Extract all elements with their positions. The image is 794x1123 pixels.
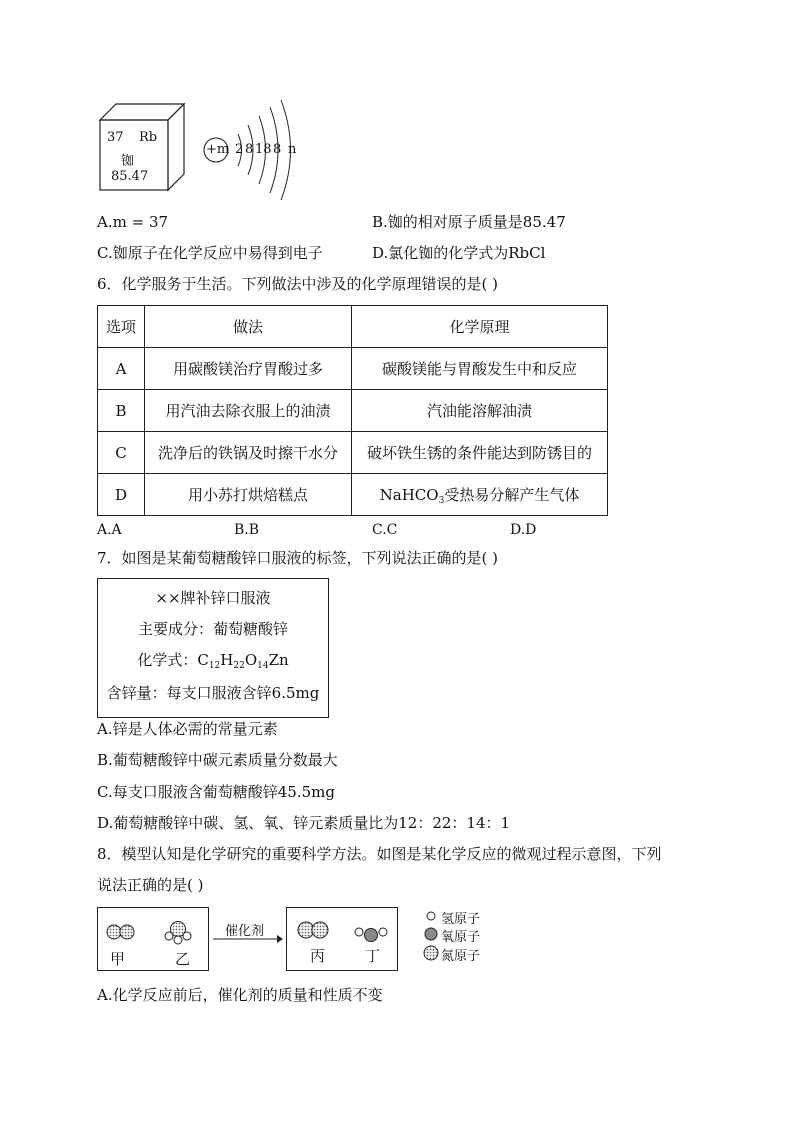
row-option: C: [98, 432, 145, 474]
label-jia: 甲: [110, 950, 126, 968]
catalyst-label: 催化剂: [225, 924, 265, 939]
element-name: 铷: [121, 154, 135, 169]
q5-option-c[interactable]: [97, 243, 323, 263]
q5-option-d[interactable]: [372, 243, 545, 263]
element-symbol: Rb: [139, 130, 158, 145]
nucleus-charge: +m: [206, 142, 230, 157]
label-title: ××牌补锌口服液: [155, 589, 271, 607]
medicine-label: [97, 578, 329, 718]
option-text: 铷的相对原子质量是85.47: [387, 213, 566, 231]
option-letter: D.: [372, 244, 389, 262]
legend-icons: [423, 909, 439, 965]
row-method: 用汽油去除衣服上的油渍: [145, 390, 352, 432]
row-option: A: [98, 348, 145, 390]
atomic-mass: 85.47: [111, 169, 149, 184]
hydrogen-atom-icon: [427, 912, 435, 920]
option-letter: B.: [372, 213, 388, 231]
row-method: 用碳酸镁治疗胃酸过多: [145, 348, 352, 390]
formula-part: O: [244, 651, 258, 669]
formula-subscript: 22: [233, 661, 245, 671]
row-principle: 破坏铁生锈的条件能达到防锈目的: [352, 432, 608, 474]
product-molecules: [286, 907, 398, 971]
atomic-number: 37: [107, 130, 124, 145]
legend-nitrogen: 氮原子: [441, 949, 481, 964]
table-row: [98, 432, 608, 474]
q6-answer-d[interactable]: D.D: [510, 522, 537, 538]
label-yi: 乙: [175, 950, 191, 968]
formula-subscript: 12: [208, 661, 221, 671]
shell-4: 8: [273, 142, 282, 157]
row-option: B: [98, 390, 145, 432]
q6-table: [97, 305, 608, 516]
formula-subscript: 3: [438, 496, 445, 506]
formula-part: C: [197, 651, 209, 669]
option-text: 氯化铷的化学式为RbCl: [388, 244, 546, 262]
option-letter: C.: [97, 244, 113, 262]
q6-answer-c[interactable]: C.C: [372, 522, 398, 538]
formula-part: H: [220, 651, 234, 669]
shell-2: 8: [245, 142, 254, 157]
row-principle: 碳酸镁能与胃酸发生中和反应: [352, 348, 608, 390]
label-bing: 丙: [310, 947, 326, 965]
q8-stem-line2: 说法正确的是( ): [97, 876, 204, 894]
row-option: D: [98, 474, 145, 516]
q6-stem: 6．化学服务于生活。下列做法中涉及的化学原理错误的是( ): [97, 275, 499, 293]
shell-5: n: [288, 142, 297, 157]
nitrogen-atom-icon: [424, 946, 438, 960]
formula-subscript: 14: [257, 661, 269, 671]
option-text: m = 37: [112, 213, 169, 231]
table-header-row: [98, 306, 608, 348]
table-row: [98, 348, 608, 390]
formula-prefix: 化学式：: [137, 651, 198, 669]
formula-part: Zn: [268, 651, 289, 669]
q8-stem-line1: 8．模型认知是化学研究的重要科学方法。如图是某化学反应的微观过程示意图，下列: [97, 845, 662, 863]
row-method: 用小苏打烘焙糕点: [145, 474, 352, 516]
principle-text: 受热易分解产生气体: [444, 486, 580, 504]
legend-oxygen: 氧原子: [441, 930, 481, 945]
q5-option-a[interactable]: [97, 212, 168, 232]
header-method: 做法: [145, 306, 352, 348]
row-principle: [352, 474, 608, 516]
legend-hydrogen: 氢原子: [441, 912, 481, 927]
label-formula: [98, 649, 328, 670]
q6-answer-b[interactable]: B.B: [234, 522, 260, 538]
q6-answer-a[interactable]: A.A: [97, 522, 122, 538]
row-method: 洗净后的铁锅及时擦干水分: [145, 432, 352, 474]
oxygen-atom-icon: [425, 928, 437, 940]
label-ding: 丁: [365, 947, 381, 965]
q8-option-a[interactable]: A.化学反应前后，催化剂的质量和性质不变: [97, 986, 383, 1004]
header-option: 选项: [98, 306, 145, 348]
table-row: [98, 390, 608, 432]
q7-option-d[interactable]: D.葡萄糖酸锌中碳、氢、氧、锌元素质量比为12：22：14：1: [97, 814, 511, 832]
label-ingredient: 主要成分：葡萄糖酸锌: [137, 620, 288, 638]
q7-option-b[interactable]: B.葡萄糖酸锌中碳元素质量分数最大: [97, 751, 338, 769]
q7-stem: 7．如图是某葡萄糖酸锌口服液的标签，下列说法正确的是( ): [97, 549, 499, 567]
q7-option-a[interactable]: A.锌是人体必需的常量元素: [97, 720, 278, 738]
formula-part: NaHCO: [379, 486, 439, 504]
q5-option-b[interactable]: [372, 212, 566, 232]
table-row: [98, 474, 608, 516]
shell-1: 2: [235, 142, 244, 157]
option-text: 铷原子在化学反应中易得到电子: [112, 244, 323, 262]
row-principle: 汽油能溶解油渍: [352, 390, 608, 432]
q7-option-c[interactable]: C.每支口服液含葡萄糖酸锌45.5mg: [97, 783, 335, 801]
option-letter: A.: [97, 213, 113, 231]
arrow-icon: [213, 934, 283, 944]
header-principle: 化学原理: [352, 306, 608, 348]
label-zinc-content: 含锌量：每支口服液含锌6.5mg: [106, 684, 320, 702]
shell-3: 18: [255, 142, 272, 157]
